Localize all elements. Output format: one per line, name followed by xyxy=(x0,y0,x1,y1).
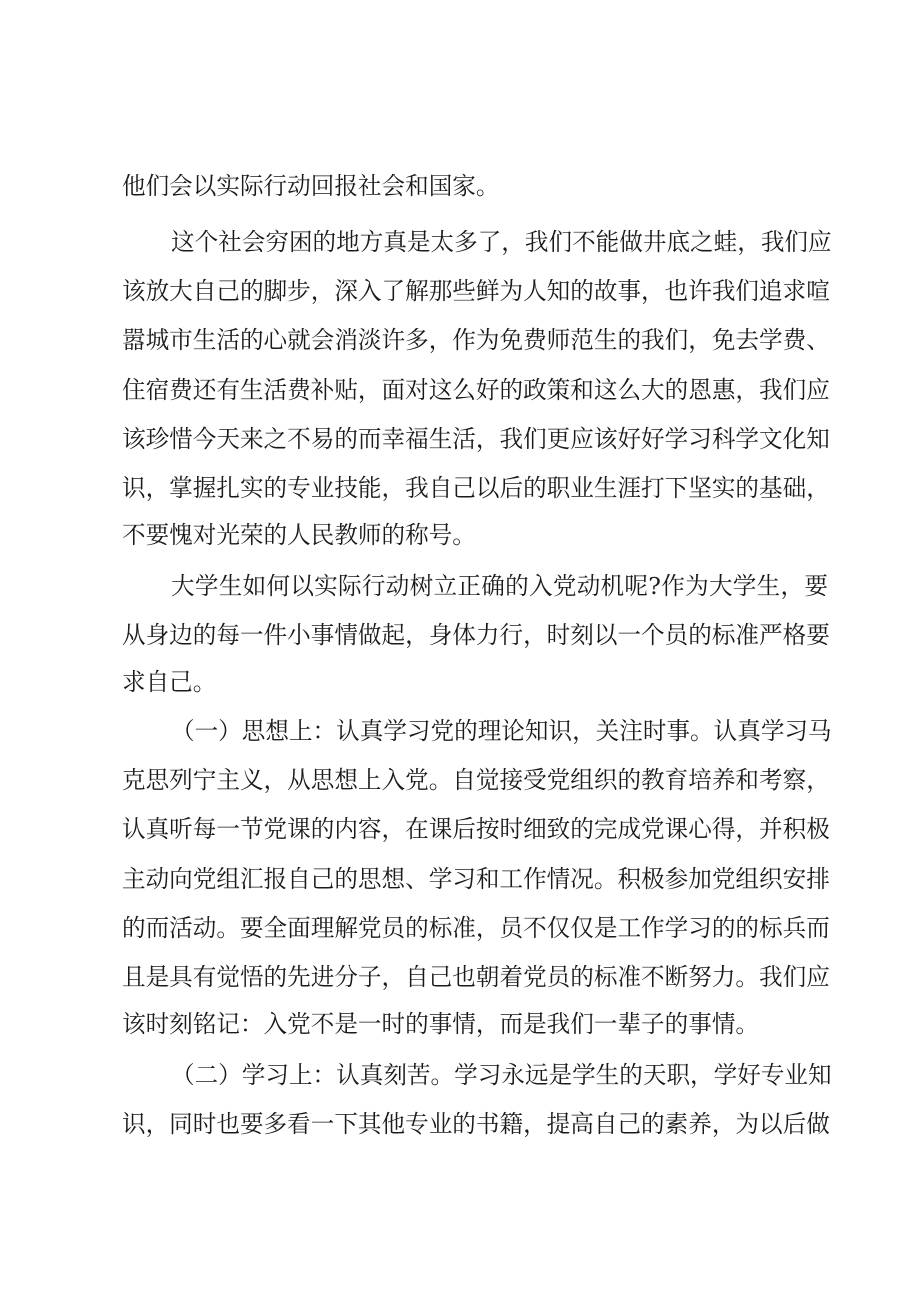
text-line: 主动向党组汇报自己的思想、学习和工作情况。积极参加党组织安排 xyxy=(122,865,830,893)
text-line: 认真听每一节党课的内容，在课后按时细致的完成党课心得，并积极 xyxy=(122,815,830,843)
text-line: 该放大自己的脚步，深入了解那些鲜为人知的故事，也许我们追求喧 xyxy=(122,277,830,305)
section-two-first-line: （二）学习上：认真刻苦。学习永远是学生的天职，学好专业知 xyxy=(171,1061,832,1089)
paragraph-last-line: 不要愧对光荣的人民教师的称号。 xyxy=(122,521,476,549)
text-line: 从身边的每一件小事情做起，身体力行，时刻以一个员的标准严格要 xyxy=(122,621,830,649)
text-line: 识，掌握扎实的专业技能，我自己以后的职业生涯打下坚实的基础， xyxy=(122,474,830,502)
text-line: 嚣城市生活的心就会消淡许多，作为免费师范生的我们，免去学费、 xyxy=(122,326,830,354)
text-line: 且是具有觉悟的先进分子，自己也朝着党员的标准不断努力。我们应 xyxy=(122,963,830,991)
section-one-first-line: （一）思想上：认真学习党的理论知识，关注时事。认真学习马 xyxy=(171,717,832,745)
text-line: 住宿费还有生活费补贴，面对这么好的政策和这么大的恩惠，我们应 xyxy=(122,376,830,404)
text-line: 他们会以实际行动回报社会和国家。 xyxy=(122,172,500,200)
paragraph-first-line: 这个社会穷困的地方真是太多了，我们不能做井底之蛙，我们应 xyxy=(171,228,832,256)
text-line: 该珍惜今天来之不易的而幸福生活，我们更应该好好学习科学文化知 xyxy=(122,425,830,453)
text-line: 的而活动。要全面理解党员的标准，员不仅仅是工作学习的的标兵而 xyxy=(122,914,830,942)
paragraph-last-line: 该时刻铭记：入党不是一时的事情，而是我们一辈子的事情。 xyxy=(122,1010,760,1038)
text-line: 克思列宁主义，从思想上入党。自觉接受党组织的教育培养和考察， xyxy=(122,766,830,794)
text-line: 识，同时也要多看一下其他专业的书籍，提高自己的素养，为以后做 xyxy=(122,1110,830,1138)
paragraph-last-line: 求自己。 xyxy=(122,668,217,696)
paragraph-first-line: 大学生如何以实际行动树立正确的入党动机呢?作为大学生，要 xyxy=(171,572,828,600)
